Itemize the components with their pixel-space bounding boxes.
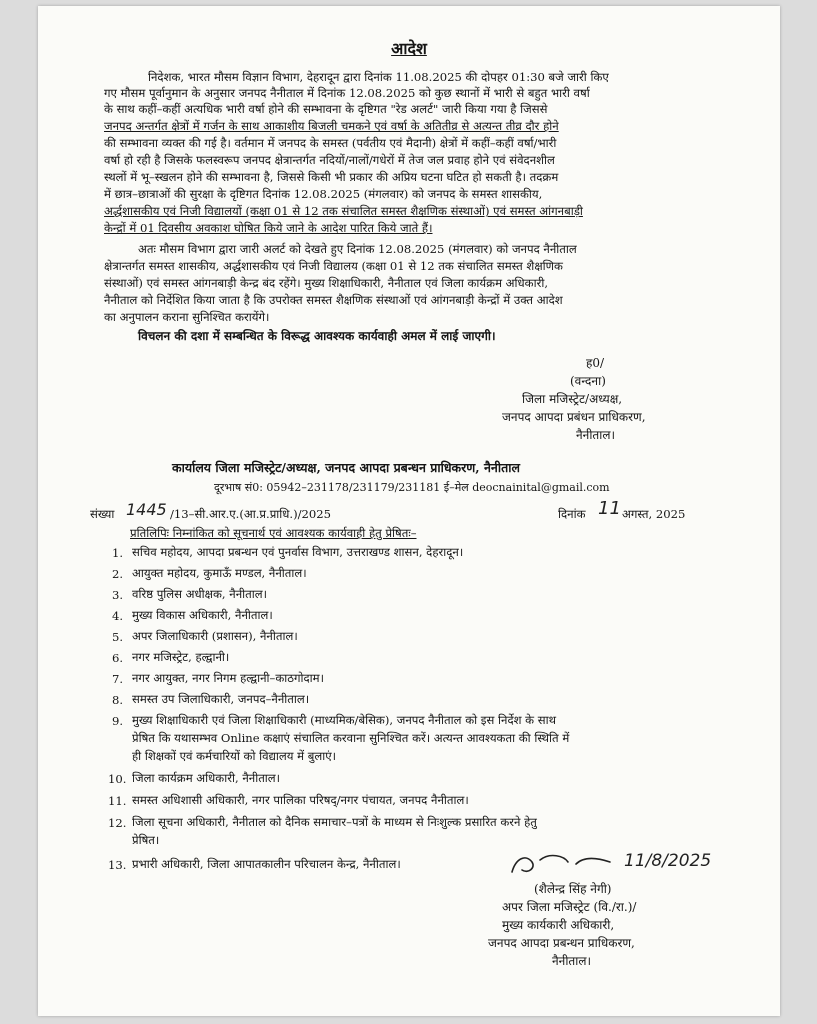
document-page [38,6,780,1016]
ref-number-handwritten: 1445 [126,500,167,519]
para1-line: स्थलों में भू–स्खलन होने की सम्भावना है, जिससे किसी भी प्रकार की अप्रिय घटना घटित हो सकती है। तदक्रम [104,170,559,184]
list-item-number: 3. [112,588,124,602]
signatory-designation: अपर जिला मजिस्ट्रेट (वि./रा.)/ [502,900,637,914]
signatory-designation: जिला मजिस्ट्रेट/अध्यक्ष, [522,392,623,406]
office-contact: दूरभाष सं0: 05942–231178/231179/231181 ई–मेल deocnainital@gmail.com [214,481,610,494]
list-item-continued: प्रेषित। [132,833,160,847]
para1-line: के साथ कहीं–कहीं अत्यधिक भारी वर्षा होने की सम्भावना के दृष्टिगत "रेड अलर्ट" जारी किया गया है जिससे [104,102,548,116]
list-item-number: 9. [112,714,124,728]
signatory-name: (वन्दना) [570,374,606,388]
list-item-number: 12. [108,816,127,830]
handwritten-signature [506,848,626,884]
para2-line: क्षेत्रान्तर्गत समस्त शासकीय, अर्द्धशासकीय एवं निजी विद्यालय (कक्षा 01 से 12 तक संचालित समस्त शैक्षणिक [104,259,563,273]
signatory-adm-block [478,880,738,970]
signatory-body: जनपद आपदा प्रबन्धन प्राधिकरण, [488,936,635,950]
list-item: अपर जिलाधिकारी (प्रशासन), नैनीताल। [132,629,298,643]
date-prefix: दिनांक [558,507,586,521]
list-item-number: 8. [112,693,124,707]
list-item: सचिव महोदय, आपदा प्रबन्धन एवं पुनर्वास विभाग, उत्तराखण्ड शासन, देहरादून। [132,545,464,559]
para1-line: अर्द्धशासकीय एवं निजी विद्यालयों (कक्षा 01 से 12 तक संचालित समस्त शैक्षणिक संस्थाओं) एवं समस्त आंगनबाड़ी [104,204,583,218]
list-item: नगर आयुक्त, नगर निगम हल्द्वानी–काठगोदाम। [132,671,324,685]
list-item-number: 1. [112,546,124,560]
list-item-number: 4. [112,609,124,623]
list-item: मुख्य शिक्षाधिकारी एवं जिला शिक्षाधिकारी (माध्यमिक/बेसिक), जनपद नैनीताल को इस निर्देश के साथ [132,713,557,727]
signatory-dm-block [478,354,708,444]
copy-heading: प्रतिलिपिः निम्नांकित को सूचनार्थ एवं आवश्यक कार्यवाही हेतु प्रेषितः– [130,526,417,540]
list-item-continued: ही शिक्षकों एवं कर्मचारियों को विद्यालय में बुलाएं। [132,749,337,763]
para1-line: में छात्र–छात्राओं की सुरक्षा के दृष्टिगत दिनांक 12.08.2025 (मंगलवार) को जनपद के समस्त शासकीय, [104,187,543,201]
list-item-number: 13. [108,858,127,872]
list-item-number: 5. [112,630,124,644]
signatory-name: (शैलेन्द्र सिंह नेगी) [534,882,612,896]
page-title: आदेश [391,39,427,58]
office-name: कार्यालय जिला मजिस्ट्रेट/अध्यक्ष, जनपद आपदा प्रबन्धन प्राधिकरण, नैनीताल [172,460,520,475]
signatory-place: नैनीताल। [576,428,616,442]
date-handwritten: 11 [598,498,621,519]
signed-mark: ह0/ [586,356,605,370]
list-item: वरिष्ठ पुलिस अधीक्षक, नैनीताल। [132,587,267,601]
list-item: जिला कार्यक्रम अधिकारी, नैनीताल। [132,771,281,785]
list-item: प्रभारी अधिकारी, जिला आपातकालीन परिचालन केन्द्र, नैनीताल। [132,857,401,871]
para1-line: निदेशक, भारत मौसम विज्ञान विभाग, देहरादून द्वारा दिनांक 11.08.2025 की दोपहर 01:30 बजे जारी किए [148,70,609,84]
list-item: मुख्य विकास अधिकारी, नैनीताल। [132,608,273,622]
para1-line: केन्द्रों में 01 दिवसीय अवकाश घोषित किये जाने के आदेश पारित किये जाते हैं। [104,221,433,235]
list-item-number: 7. [112,672,124,686]
para1-line: गए मौसम पूर्वानुमान के अनुसार जनपद नैनीताल में दिनांक 12.08.2025 को कुछ स्थानों में भारी से बहुत भारी वर्षा [104,86,590,100]
signature-date-handwritten: 11/8/2025 [624,851,712,871]
signatory-body: जनपद आपदा प्रबंधन प्राधिकरण, [502,410,646,424]
list-item: समस्त उप जिलाधिकारी, जनपद–नैनीताल। [132,692,310,706]
para2-line: का अनुपालन कराना सुनिश्चित करायेंगे। [104,310,270,324]
para1-line: वर्षा हो रही है जिसके फलस्वरूप जनपद क्षेत्रान्तर्गत नदियों/नालों/गधेरों में तेज जल प्रवाह होने एवं संवेदनशील [104,153,555,167]
list-item-number: 2. [112,567,124,581]
para1-line: जनपद अन्तर्गत क्षेत्रों में गर्जन के साथ आकाशीय बिजली चमकने एवं वर्षा के अतितीव्र से अत्यन्त तीव्र दौर होने [104,119,559,133]
signatory-role: मुख्य कार्यकारी अधिकारी, [502,918,615,932]
signatory-place: नैनीताल। [552,954,592,968]
list-item-continued: प्रेषित कि यथासम्भव Online कक्षाएं संचालित करवाना सुनिश्चित करें। अत्यन्त आवश्यकता की स्थिति में [132,731,570,745]
list-item-number: 11. [108,794,127,808]
list-item: जिला सूचना अधिकारी, नैनीताल को दैनिक समाचार–पत्रों के माध्यम से निःशुल्क प्रसारित करने हेतु [132,815,537,829]
para2-line: संस्थाओं) एवं समस्त आंगनबाड़ी केन्द्र बंद रहेंगे। मुख्य शिक्षाधिकारी, नैनीताल एवं जिला कार्यक्रम अधिकारी, [104,276,549,290]
para2-line: नैनीताल को निर्देशित किया जाता है कि उपरोक्त समस्त शैक्षणिक संस्थाओं एवं आंगनबाड़ी केन्द्रों में उक्त आदेश [104,293,563,307]
list-item: आयुक्त महोदय, कुमाऊँ मण्डल, नैनीताल। [132,566,307,580]
ref-code: /13–सी.आर.ए.(आ.प्र.प्राधि.)/2025 [170,507,332,521]
list-item-number: 6. [112,651,124,665]
list-item: नगर मजिस्ट्रेट, हल्द्वानी। [132,650,230,664]
para1-line: की सम्भावना व्यक्त की गई है। वर्तमान में जनपद के समस्त (पर्वतीय एवं मैदानी) क्षेत्रों में कहीं–कहीं वर्षा/भारी [104,136,557,150]
para2-line: अतः मौसम विभाग द्वारा जारी अलर्ट को देखते हुए दिनांक 12.08.2025 (मंगलवार) को जनपद नैनीताल [138,242,577,256]
list-item-number: 10. [108,772,127,786]
ref-prefix: संख्या [90,507,115,521]
date-suffix: अगस्त, 2025 [622,507,686,521]
list-item: समस्त अधिशासी अधिकारी, नगर पालिका परिषद्/नगर पंचायत, जनपद नैनीताल। [132,793,469,807]
order-paragraph-3: विचलन की दशा में सम्बन्धित के विरूद्ध आवश्यक कार्यवाही अमल में लाई जाएगी। [138,329,496,343]
